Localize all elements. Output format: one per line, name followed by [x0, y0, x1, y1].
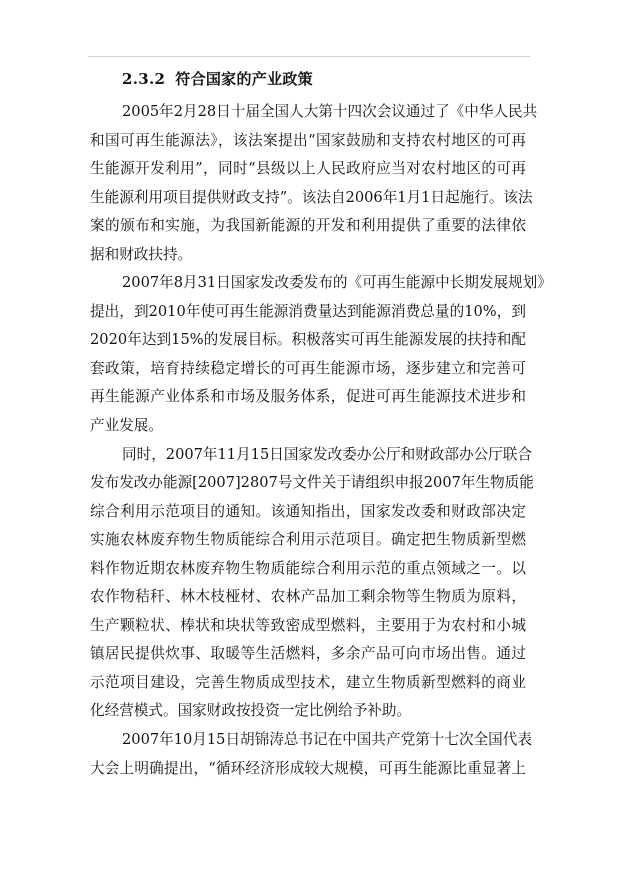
- paragraph-line: 2007年8月31日国家发改委发布的《可再生能源中长期发展规划》: [122, 274, 552, 292]
- paragraph-line: 示范项目建设，完善生物质成型技术，建立生物质新型燃料的商业: [90, 673, 526, 691]
- paragraph-line: 2005年2月28日十届全国人大第十四次会议通过了《中华人民共: [122, 103, 538, 120]
- paragraph-line: 实施农林废弃物生物质能综合利用示范项目。确定把生物质新型燃: [90, 531, 526, 549]
- paragraph-line: 同时，2007年11月15日国家发改委办公厅和财政部办公厅联合: [122, 445, 532, 463]
- section-title: 符合国家的产业政策: [175, 70, 313, 88]
- paragraph-line: 套政策，培育持续稳定增长的可再生能源市场，逐步建立和完善可: [90, 359, 526, 377]
- paragraph-line: 产业发展。: [90, 417, 163, 435]
- paragraph-line: 化经营模式。国家财政按投资一定比例给予补助。: [90, 702, 412, 720]
- paragraph-line: 2007年10月15日胡锦涛总书记在中国共产党第十七次全国代表: [122, 731, 532, 749]
- paragraph-line: 发布发改办能源[2007]2807号文件关于请组织申报2007年生物质能: [90, 474, 534, 492]
- paragraph-line: 和国可再生能源法》，该法案提出“国家鼓励和支持农村地区的可再: [90, 131, 526, 149]
- paragraph-line: 料作物近期农林废弃物生物质能综合利用示范的重点领域之一。以: [90, 559, 526, 577]
- paragraph-line: 案的颁布和实施，为我国新能源的开发和利用提供了重要的法律依: [90, 217, 526, 235]
- paragraph-line: 提出，到2010年使可再生能源消费量达到能源消费总量的10%，到: [90, 302, 526, 320]
- paragraph-line: 大会上明确提出，“循环经济形成较大规模，可再生能源比重显著上: [90, 759, 526, 777]
- paragraph-line: 综合利用示范项目的通知。该通知指出，国家发改委和财政部决定: [90, 502, 526, 520]
- paragraph-line: 生产颗粒状、棒状和块状等致密成型燃料，主要用于为农村和小城: [90, 616, 526, 634]
- document-body: [90, 98, 552, 783]
- paragraph-line: 据和财政扶持。: [90, 245, 193, 263]
- section-number: 2.3.2: [122, 70, 166, 88]
- paragraph-line: 镇居民提供炊事、取暖等生活燃料，多余产品可向市场出售。通过: [90, 645, 526, 663]
- paragraph-line: 农作物秸秆、林木枝桠材、农林产品加工剩余物等生物质为原料，: [90, 588, 526, 606]
- paragraph-line: 生能源开发利用”，同时“县级以上人民政府应当对农村地区的可再: [90, 160, 526, 178]
- paragraph-line: 再生能源产业体系和市场及服务体系，促进可再生能源技术进步和: [90, 388, 526, 406]
- section-heading: [122, 68, 313, 89]
- header-rule: [88, 56, 530, 57]
- paragraph-line: 2020年达到15%的发展目标。积极落实可再生能源发展的扶持和配: [90, 331, 526, 349]
- paragraph-line: 生能源利用项目提供财政支持”。该法自2006年1月1日起施行。该法: [90, 188, 533, 206]
